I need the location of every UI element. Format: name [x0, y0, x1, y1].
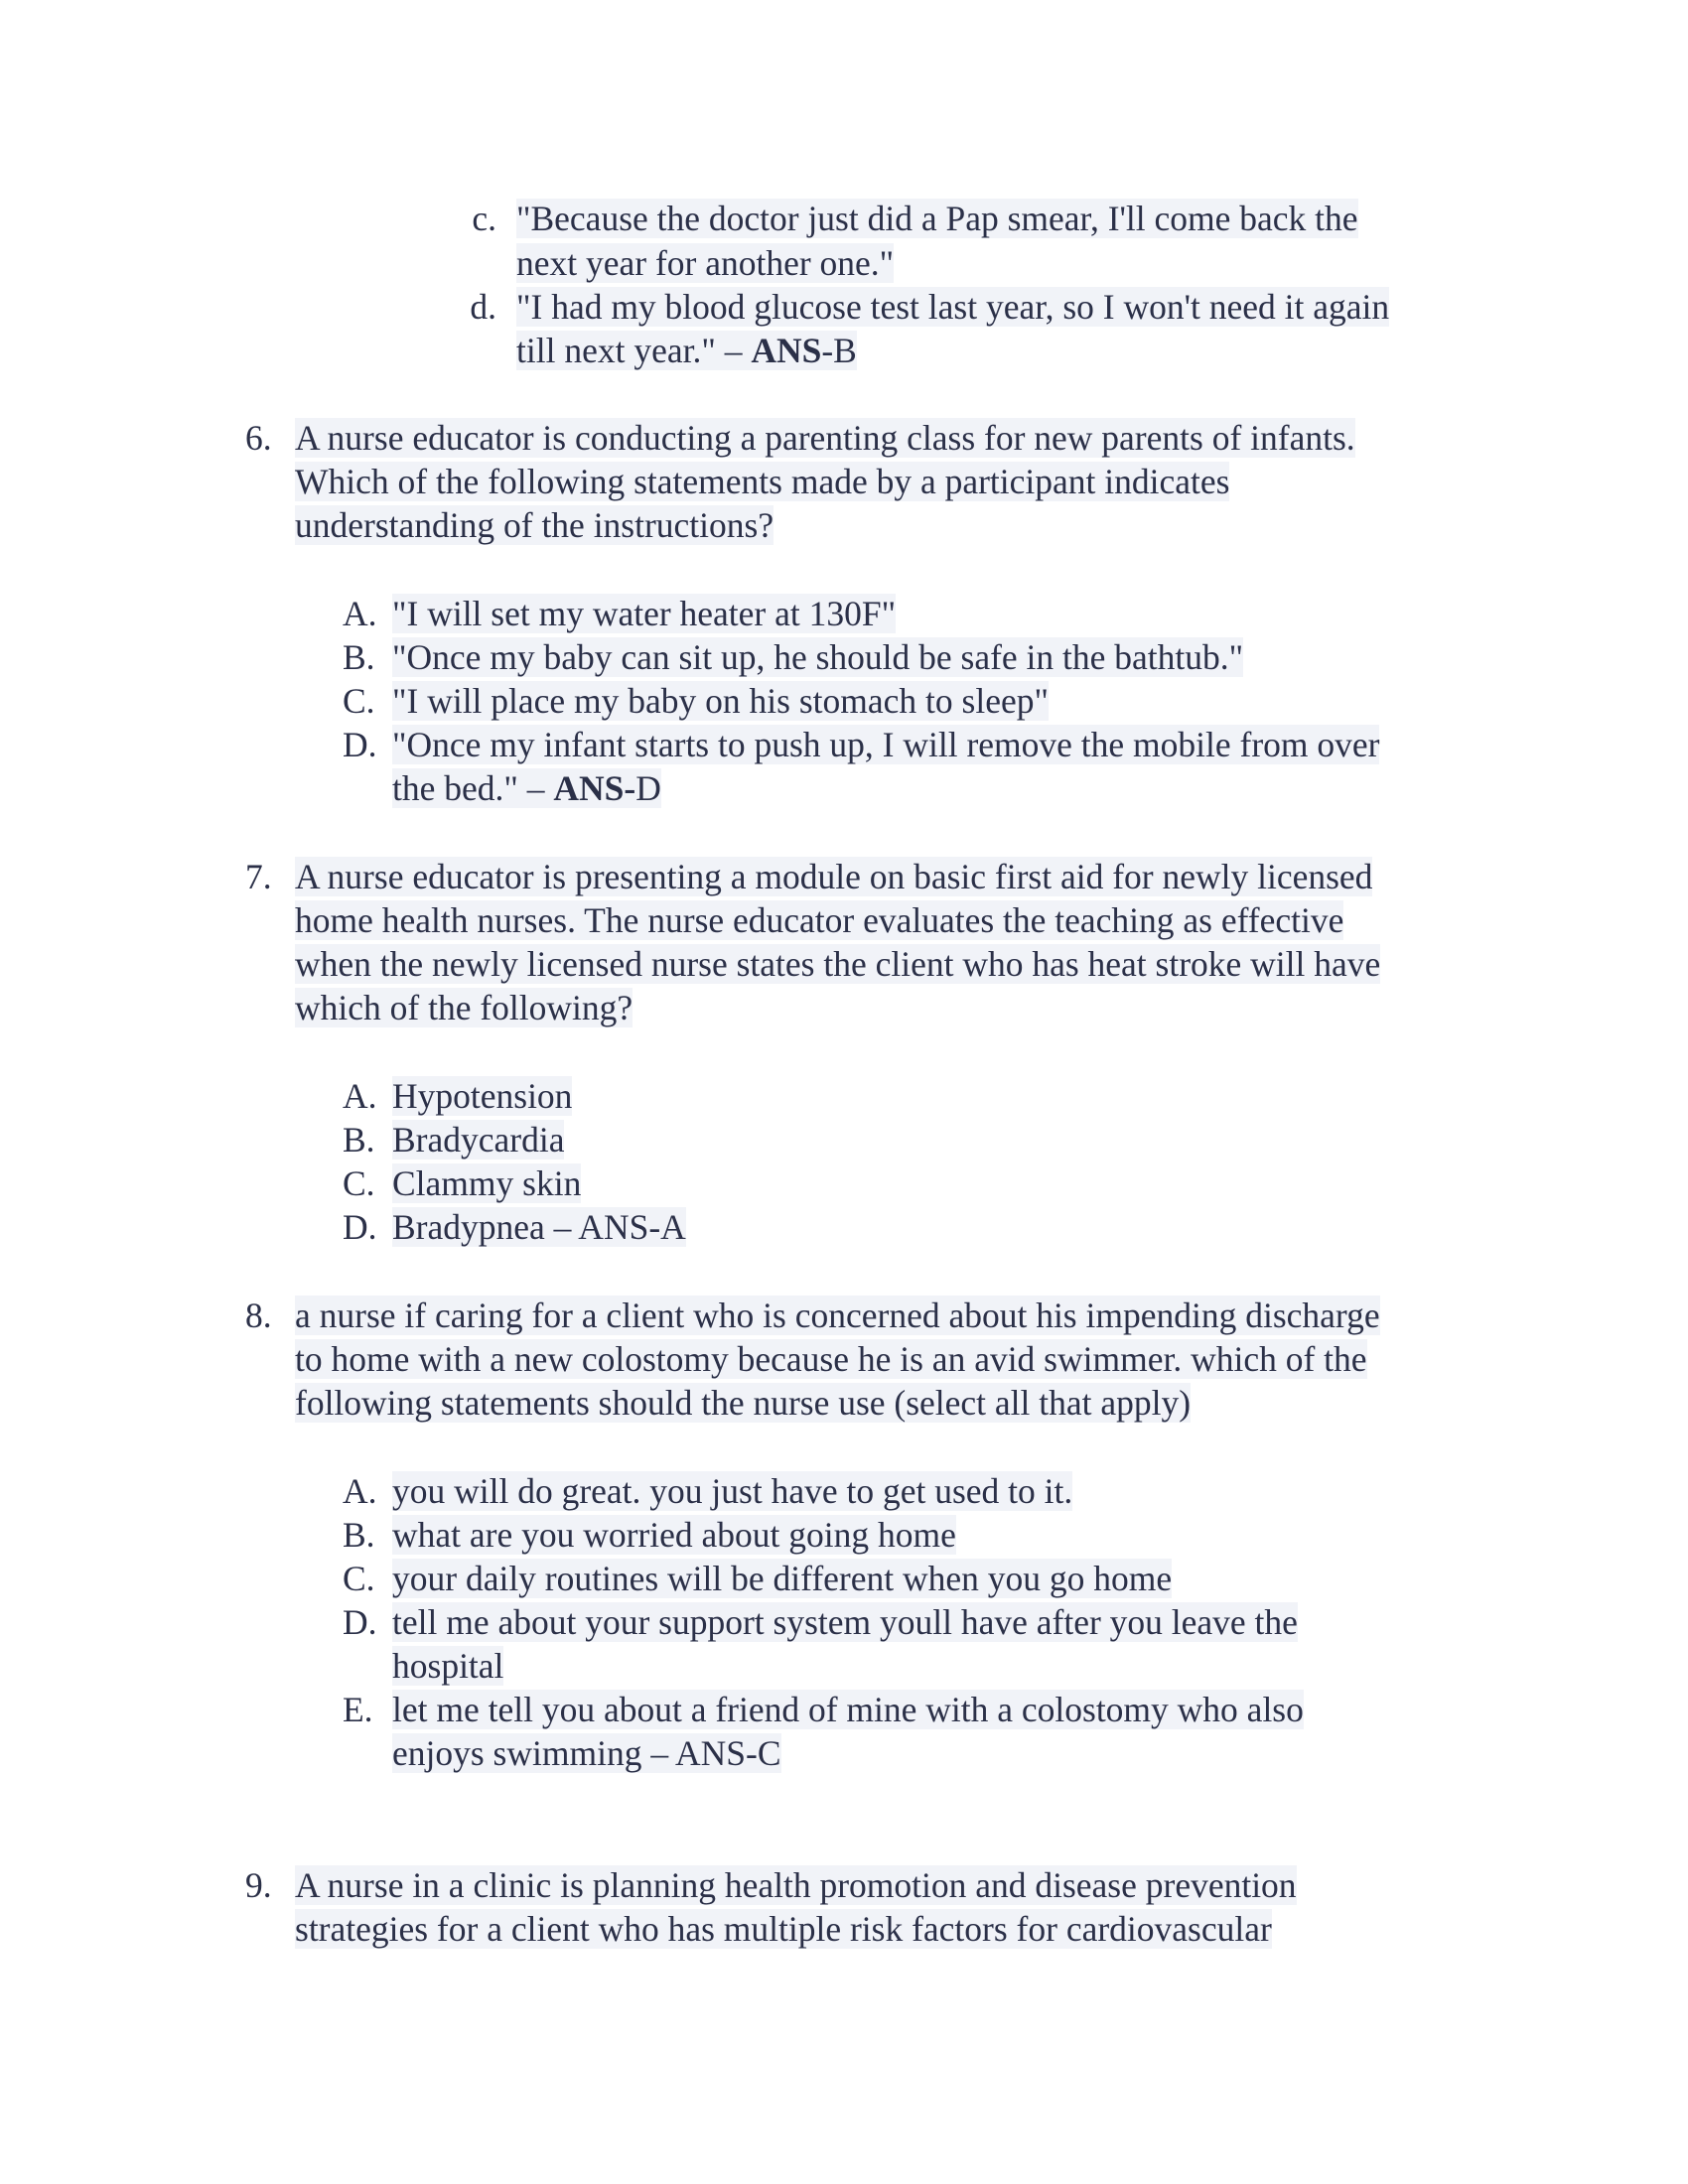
option-letter: D. — [343, 1602, 377, 1642]
question-number: 8. — [245, 1296, 272, 1335]
question-number: 6. — [245, 418, 272, 458]
question-stem: understanding of the instructions? — [295, 505, 774, 545]
option-text: let me tell you about a friend of mine with a colostomy who also — [392, 1690, 1304, 1729]
option-text: the bed." – — [392, 768, 554, 808]
option-letter: A. — [343, 594, 377, 633]
option-text: hospital — [392, 1646, 504, 1686]
option-letter: E. — [343, 1690, 373, 1729]
option-letter: D. — [343, 725, 377, 764]
question-stem: to home with a new colostomy because he is an avid swimmer. which of the — [295, 1339, 1367, 1379]
option-letter: c. — [472, 199, 496, 238]
option-letter: C. — [343, 1163, 375, 1203]
option-text: "Once my infant starts to push up, I will remove the mobile from over — [392, 725, 1380, 764]
option-text: Hypotension — [392, 1076, 573, 1116]
option-text: "Because the doctor just did a Pap smear, I'll come back the — [516, 199, 1358, 238]
option-text: Bradycardia — [392, 1120, 565, 1160]
option-text: till next year." – — [516, 331, 752, 370]
answer-label: ANS — [751, 331, 822, 370]
question-stem: A nurse educator is presenting a module on basic first aid for newly licensed — [295, 857, 1373, 896]
question-stem: A nurse in a clinic is planning health promotion and disease prevention — [295, 1865, 1297, 1905]
answer-value: D — [635, 768, 661, 808]
question-number: 9. — [245, 1865, 272, 1905]
option-letter: B. — [343, 637, 375, 677]
option-letter: C. — [343, 681, 375, 721]
question-stem: when the newly licensed nurse states the client who has heat stroke will have — [295, 944, 1381, 984]
answer-label: ANS- — [553, 768, 636, 808]
option-letter: C. — [343, 1559, 375, 1598]
question-stem: following statements should the nurse use (select all that apply) — [295, 1383, 1192, 1423]
option-text: "Once my baby can sit up, he should be safe in the bathtub." — [392, 637, 1244, 677]
question-stem: home health nurses. The nurse educator evaluates the teaching as effective — [295, 900, 1344, 940]
option-text: you will do great. you just have to get used to it. — [392, 1471, 1073, 1511]
question-stem: strategies for a client who has multiple risk factors for cardiovascular — [295, 1909, 1272, 1949]
question-stem: A nurse educator is conducting a parenting class for new parents of infants. — [295, 418, 1355, 458]
option-text: "I will place my baby on his stomach to sleep" — [392, 681, 1049, 721]
question-stem: Which of the following statements made by a participant indicates — [295, 462, 1230, 501]
option-letter: d. — [470, 287, 496, 327]
question-stem: a nurse if caring for a client who is concerned about his impending discharge — [295, 1296, 1380, 1335]
option-text: "I will set my water heater at 130F" — [392, 594, 897, 633]
option-text: enjoys swimming – ANS-C — [392, 1733, 781, 1773]
option-text: tell me about your support system youll have after you leave the — [392, 1602, 1298, 1642]
option-text: "I had my blood glucose test last year, so I won't need it again — [516, 287, 1390, 327]
option-letter: A. — [343, 1471, 377, 1511]
question-number: 7. — [245, 857, 272, 896]
option-letter: B. — [343, 1515, 375, 1555]
option-text: Clammy skin — [392, 1163, 582, 1203]
option-text: your daily routines will be different when you go home — [392, 1559, 1173, 1598]
option-letter: A. — [343, 1076, 377, 1116]
option-text: what are you worried about going home — [392, 1515, 956, 1555]
option-letter: D. — [343, 1207, 377, 1247]
option-letter: B. — [343, 1120, 375, 1160]
option-text: Bradypnea – ANS-A — [392, 1207, 686, 1247]
answer-value: -B — [821, 331, 857, 370]
option-text: next year for another one." — [516, 243, 895, 283]
question-stem: which of the following? — [295, 988, 633, 1027]
